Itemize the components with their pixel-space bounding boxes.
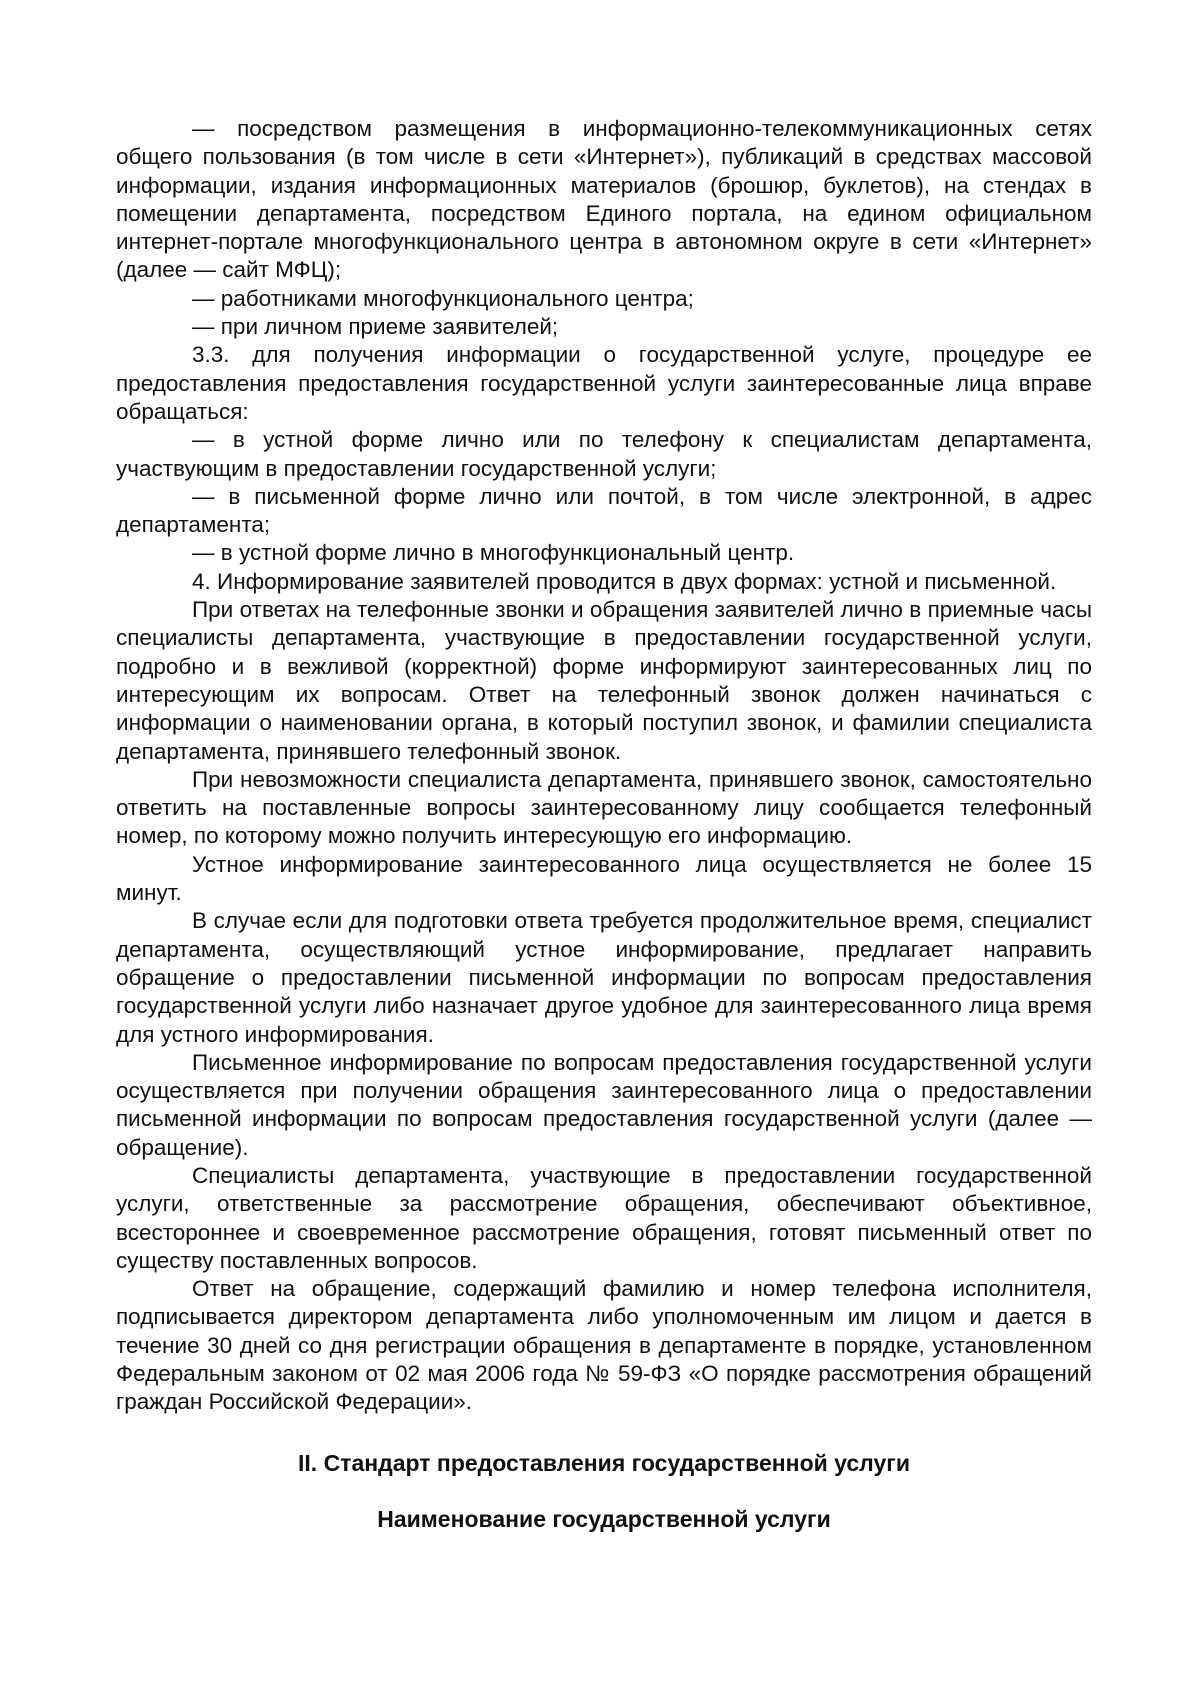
paragraph-phone-redirect: При невозможности специалиста департамента, принявшего звонок, самостоятельно ответить на поставленные вопросы заинтересованному лицу сообщается телефонный номер, по которому можно получить интересующую его информацию.: [116, 766, 1092, 849]
paragraph-phone-answers: При ответах на телефонные звонки и обращения заявителей лично в приемные часы специалисты департамента, участвующие в предоставлении государственной услуги, подробно и в вежливой (корректной) форме информируют заинтересованных лиц по интересующим их вопросам. Ответ на телефонный звонок должен начинаться с информации о наименовании органа, в который поступил звонок, и фамилии специалиста департамента, принявшего телефонный звонок.: [116, 597, 1092, 764]
paragraph-oral-mfc: — в устной форме лично в многофункциональный центр.: [192, 540, 795, 566]
paragraph-written: — в письменной форме лично или почтой, в том числе электронной, в адрес департамента;: [116, 483, 1092, 538]
paragraph-long-answer: В случае если для подготовки ответа требуется продолжительное время, специалист департамента, осуществляющий устное информирование, предлагает направить обращение о предоставлении письменной информации по вопросам предоставления государственной услуги либо назначает другое удобное для заинтересованного лица время для устного информирования.: [116, 908, 1092, 1047]
paragraph-4: 4. Информирование заявителей проводится в двух формах: устной и письменной.: [192, 568, 1057, 594]
paragraph-written-info: Письменное информирование по вопросам предоставления государственной услуги осуществляется при получении обращения заинтересованного лица о предоставлении письменной информации по вопросам предоставления государственной услуги (далее — обращение).: [116, 1049, 1092, 1160]
paragraph-mfc-staff: — работниками многофункционального центра;: [192, 285, 694, 311]
paragraph-publication-channels: — посредством размещения в информационно-телекоммуникационных сетях общего пользования (в том числе в сети «Интернет»), публикаций в средствах массовой информации, издания информационных материалов (брошюр, буклетов), на стендах в помещении департамента, посредством Единого портала, на едином официальном интернет-портале многофункционального центра в автономном округе в сети «Интернет» (далее — сайт МФЦ);: [116, 116, 1092, 283]
paragraph-oral-phone: — в устной форме лично или по телефону к специалистам департамента, участвующим в предоставлении государственной услуги;: [116, 427, 1092, 481]
paragraph-answer-signing: Ответ на обращение, содержащий фамилию и номер телефона исполнителя, подписывается директором департамента либо уполномоченным им лицом и дается в течение 30 дней со дня регистрации обращения в департаменте в порядке, установленном Федеральным законом от 02 мая 2006 года № 59-ФЗ «О порядке рассмотрения обращений граждан Российской Федерации».: [116, 1276, 1092, 1415]
paragraph-specialists: Специалисты департамента, участвующие в предоставлении государственной услуги, ответственные за рассмотрение обращения, обеспечивают объективное, всестороннее и своевременное рассмотрение обращения, готовят письменный ответ по существу поставленных вопросов.: [116, 1162, 1092, 1273]
paragraph-oral-duration: Устное информирование заинтересованного лица осуществляется не более 15 минут.: [116, 851, 1092, 906]
subsection-heading: Наименование государственной услуги: [377, 1505, 831, 1532]
paragraph-3-3: 3.3. для получения информации о государственной услуге, процедуре ее предоставления предоставления государственной услуги заинтересованные лица вправе обращаться:: [116, 342, 1092, 424]
section-heading: II. Стандарт предоставления государственной услуги: [298, 1449, 910, 1476]
paragraph-personal-reception: — при личном приеме заявителей;: [192, 314, 559, 340]
document-page: [116, 115, 1092, 1533]
